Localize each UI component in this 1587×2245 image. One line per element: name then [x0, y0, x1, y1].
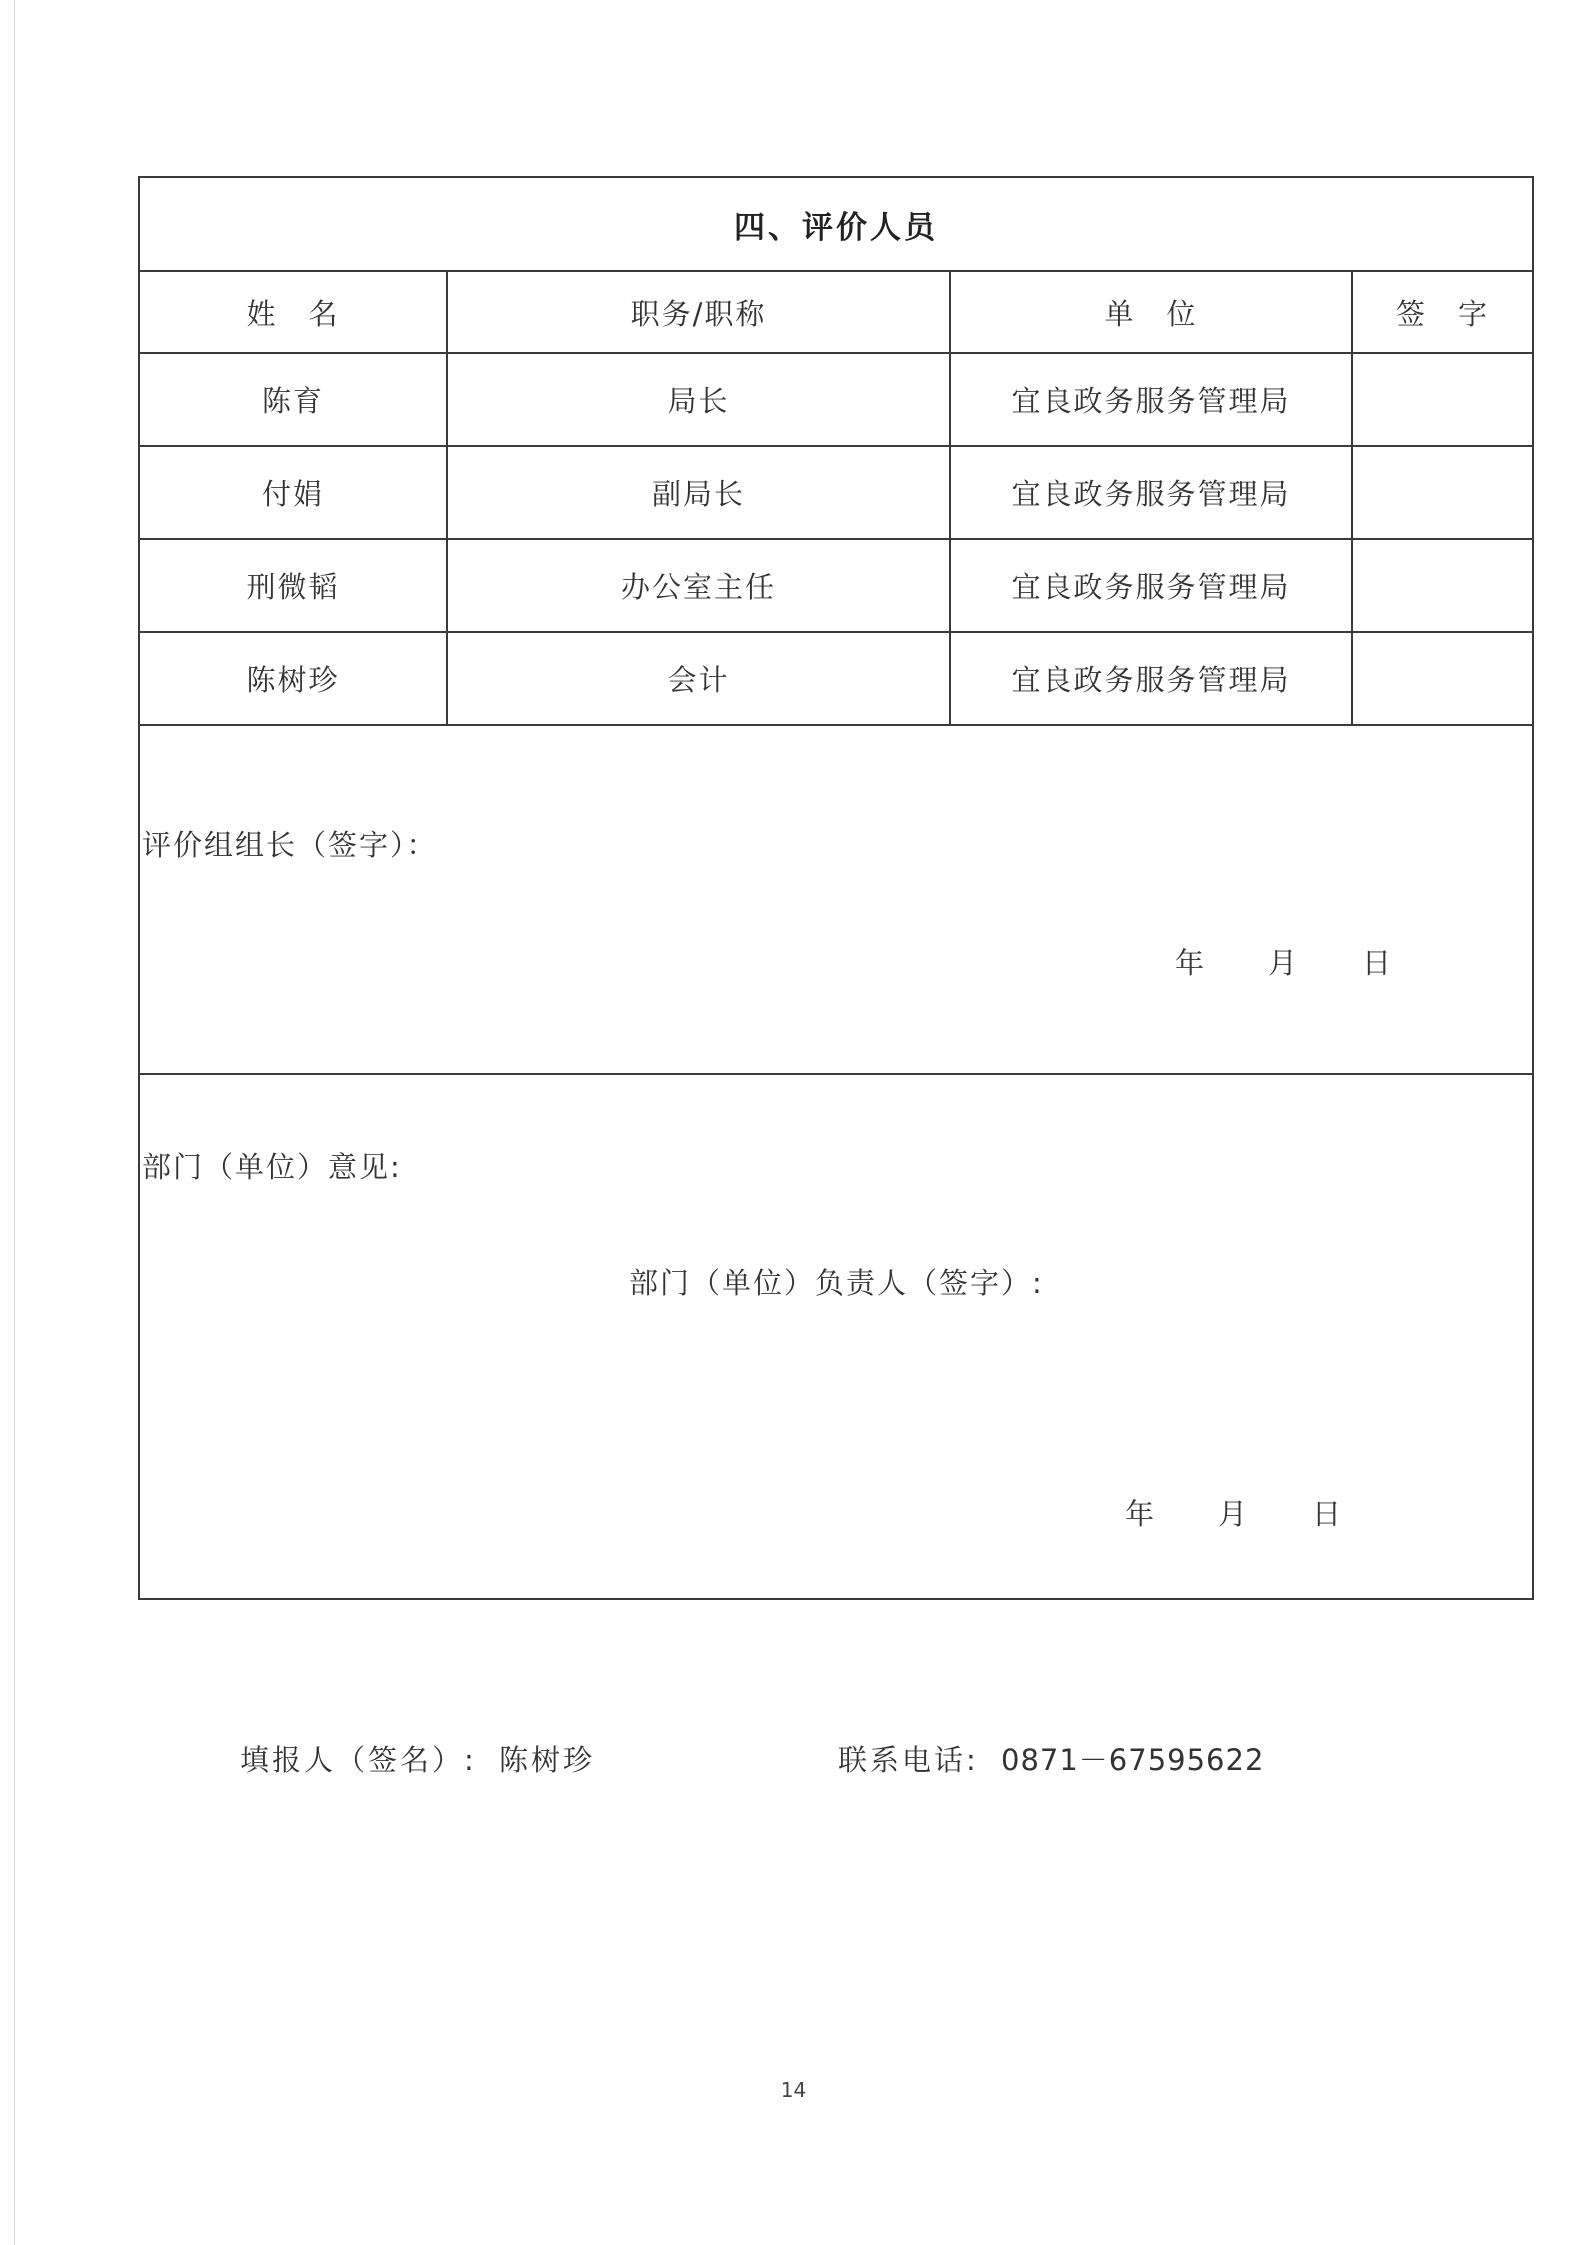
member-unit: 宜良政务服务管理局 — [950, 353, 1352, 446]
page-number: 14 — [780, 2078, 807, 2102]
filler-line — [240, 1738, 595, 1779]
filler-name: 陈树珍 — [499, 1743, 596, 1777]
member-unit: 宜良政务服务管理局 — [950, 632, 1352, 725]
member-unit: 宜良政务服务管理局 — [950, 539, 1352, 632]
leader-row — [139, 725, 1533, 1074]
member-signature[interactable] — [1352, 539, 1533, 632]
responsible-signature-label: 部门（单位）负责人（签字）: — [629, 1266, 1044, 1300]
evaluation-form-table — [138, 176, 1534, 1600]
table-row — [139, 353, 1533, 446]
leader-signature-area[interactable] — [139, 725, 1533, 1074]
header-signature: 签 字 — [1352, 271, 1533, 353]
phone-number: 0871－67595622 — [1001, 1743, 1265, 1777]
member-position: 办公室主任 — [447, 539, 950, 632]
member-position: 副局长 — [447, 446, 950, 539]
opinion-date-year: 年 — [1125, 1497, 1157, 1531]
page-edge — [14, 0, 15, 2245]
phone-label: 联系电话: — [838, 1743, 979, 1777]
table-row — [139, 539, 1533, 632]
leader-date-month: 月 — [1268, 946, 1300, 980]
member-signature[interactable] — [1352, 632, 1533, 725]
section-title: 四、评价人员 — [139, 177, 1533, 271]
department-opinion-area[interactable] — [139, 1074, 1533, 1599]
phone-line — [838, 1738, 1264, 1779]
member-position: 局长 — [447, 353, 950, 446]
filler-label: 填报人（签名）: — [240, 1743, 477, 1777]
opinion-row — [139, 1074, 1533, 1599]
opinion-date-month: 月 — [1218, 1497, 1250, 1531]
header-unit: 单 位 — [950, 271, 1352, 353]
member-name: 刑微韬 — [139, 539, 447, 632]
title-row — [139, 177, 1533, 271]
table-row — [139, 446, 1533, 539]
table-row — [139, 632, 1533, 725]
member-unit: 宜良政务服务管理局 — [950, 446, 1352, 539]
member-name: 陈育 — [139, 353, 447, 446]
header-name: 姓 名 — [139, 271, 447, 353]
leader-date-year: 年 — [1175, 946, 1207, 980]
header-row — [139, 271, 1533, 353]
leader-signature-label: 评价组组长（签字）： — [142, 828, 438, 862]
member-name: 付娟 — [139, 446, 447, 539]
leader-date-day: 日 — [1362, 946, 1394, 980]
department-opinion-label: 部门（单位）意见: — [142, 1150, 402, 1184]
member-position: 会计 — [447, 632, 950, 725]
member-name: 陈树珍 — [139, 632, 447, 725]
opinion-date-day: 日 — [1312, 1497, 1344, 1531]
member-signature[interactable] — [1352, 446, 1533, 539]
header-position: 职务/职称 — [447, 271, 950, 353]
member-signature[interactable] — [1352, 353, 1533, 446]
